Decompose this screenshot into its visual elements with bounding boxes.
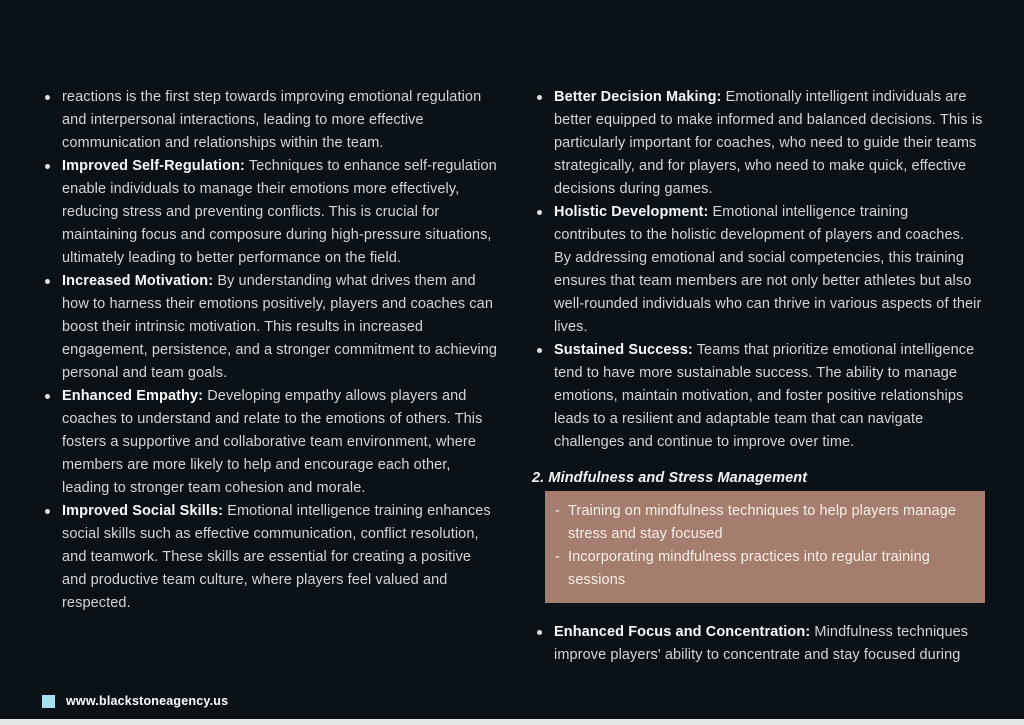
bullet-text: Developing empathy allows players and coaches to understand and relate to the emotions of others. This fosters a supportive and collaborative team environment, where members are more likely to help and encourage each other, leading to stronger team cohesion and morale. — [62, 388, 483, 496]
bullet-text: Mindfulness techniques improve players' ability to concentrate and stay focused during — [554, 624, 969, 663]
right-column — [532, 86, 984, 667]
list-item — [40, 86, 498, 155]
footer-square-icon — [42, 695, 55, 708]
bullet-bold-label: Improved Social Skills: — [62, 503, 224, 519]
bullet-bold-label: Holistic Development: — [554, 204, 709, 220]
bullet-text: Emotionally intelligent individuals are better equipped to make informed and balanced decisions. This is particularly important for coaches, who need to guide their teams strategically, and for players, who need to make quick, effective decisions during games. — [554, 89, 983, 197]
list-item — [40, 385, 498, 500]
footer — [42, 694, 228, 708]
list-item — [532, 621, 984, 667]
footer-url: www.blackstoneagency.us — [66, 694, 229, 708]
left-bullet-list — [40, 86, 498, 615]
bullet-bold-label: Better Decision Making: — [554, 89, 722, 105]
bullet-text: Emotional intelligence training enhances social skills such as effective communication, conflict resolution, and teamwork. These skills are essential for creating a positive and productive team culture, where players feel valued and respected. — [62, 503, 491, 611]
bullet-bold-label: Enhanced Focus and Concentration: — [554, 624, 811, 640]
bullet-bold-label: Increased Motivation: — [62, 273, 214, 289]
bullet-text: Emotional intelligence training contributes to the holistic development of players and coaches. By addressing emotional and social competencies, this training ensures that team members are not only better athletes but also well-rounded individuals who can thrive in various aspects of their lives. — [554, 204, 982, 335]
list-item — [532, 339, 984, 454]
section-heading: 2. Mindfulness and Stress Management — [532, 470, 808, 486]
bullet-text: reactions is the first step towards improving emotional regulation and interpersonal interactions, leading to more effective communication and relationships within the team. — [62, 89, 482, 151]
right-bullet-list — [532, 86, 984, 454]
highlight-box-item: - Training on mindfulness techniques to help players manage stress and stay focused — [554, 500, 971, 546]
list-item — [40, 270, 498, 385]
bullet-text: Techniques to enhance self-regulation enable individuals to manage their emotions more effectively, reducing stress and preventing conflicts. This is crucial for maintaining focus and composure during high-pressure situations, ultimately leading to better performance on the field. — [62, 158, 497, 266]
highlight-box-item: - Incorporating mindfulness practices into regular training sessions — [554, 546, 971, 592]
left-column — [40, 86, 498, 667]
bullet-bold-label: Sustained Success: — [554, 342, 693, 358]
slide-content — [40, 86, 984, 667]
list-item — [40, 500, 498, 615]
highlight-box — [545, 491, 985, 603]
bullet-bold-label: Improved Self-Regulation: — [62, 158, 245, 174]
bullet-text: By understanding what drives them and how to harness their emotions positively, players and coaches can boost their intrinsic motivation. This results in increased engagement, persistence, and a stronger commitment to achieving personal and team goals. — [62, 273, 498, 381]
bullet-bold-label: Enhanced Empathy: — [62, 388, 204, 404]
right-bullet-list-after-box — [532, 621, 984, 667]
list-item — [40, 155, 498, 270]
list-item — [532, 86, 984, 201]
bullet-text: Teams that prioritize emotional intelligence tend to have more sustainable success. The ability to manage emotions, maintain motivation, and foster positive relationships leads to a resilient and adaptable team that can navigate challenges and continue to improve over time. — [554, 342, 975, 450]
page-bottom-edge — [0, 719, 1024, 725]
list-item — [532, 201, 984, 339]
